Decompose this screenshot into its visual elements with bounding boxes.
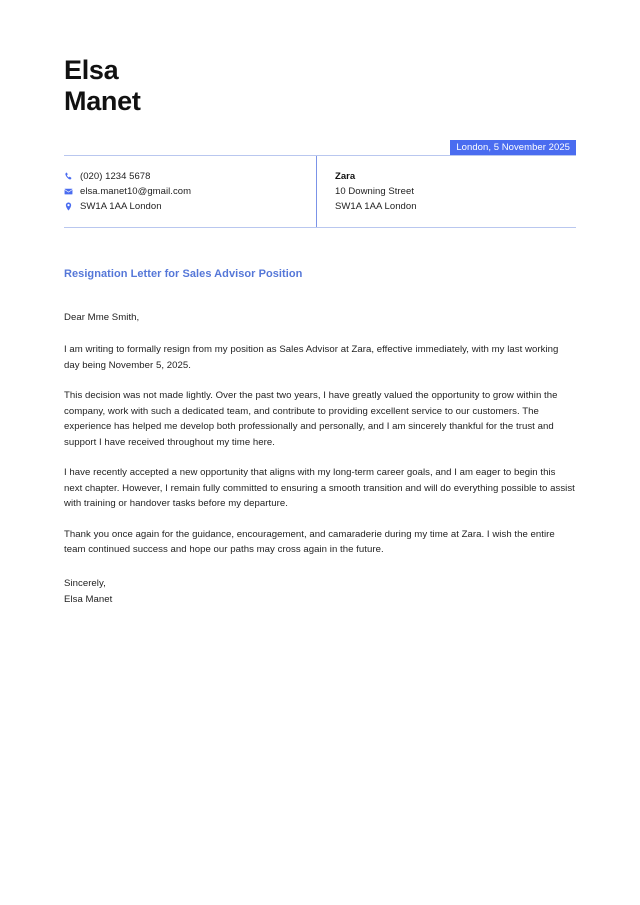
recipient-column: [317, 156, 576, 227]
letter-body: [64, 310, 576, 607]
contact-address-value: SW1A 1AA London: [80, 200, 162, 212]
date-row: [64, 140, 576, 155]
contact-address-row: [64, 199, 316, 214]
letterhead: [64, 0, 576, 118]
sender-contact-column: [64, 156, 317, 227]
recipient-company: Zara: [335, 170, 356, 182]
letter-paragraph: I have recently accepted a new opportunity that aligns with my long-term career goals, and I am eager to begin this next chapter. However, I remain fully committed to ensuring a smooth transition and will do everything possible to assist with training or handover tasks before my departure.: [64, 467, 575, 510]
date-badge: London, 5 November 2025: [450, 140, 576, 155]
sender-first-name: Elsa: [64, 55, 119, 85]
letter-salutation: Dear Mme Smith,: [64, 311, 140, 323]
recipient-city: SW1A 1AA London: [335, 200, 417, 212]
recipient-street: 10 Downing Street: [335, 185, 415, 197]
contact-recipient-block: [64, 155, 576, 228]
sender-last-name: Manet: [64, 86, 141, 117]
phone-icon: [64, 172, 80, 181]
letter-paragraph: Thank you once again for the guidance, encouragement, and camaraderie during my time at Zara. I wish the entire team continued success and hope our paths may cross again in the future.: [64, 528, 555, 556]
letter-subject: Resignation Letter for Sales Advisor Position: [64, 267, 303, 280]
sender-name: [64, 55, 576, 118]
letter-closing: Sincerely,: [64, 578, 106, 589]
contact-email-value: elsa.manet10@gmail.com: [80, 185, 192, 197]
letter-paragraph: This decision was not made lightly. Over the past two years, I have greatly valued the opportunity to grow within the company, work with such a dedicated team, and contribute to providing excellent service to our customers. The experience has helped me develop both professionally and personally, and I am sincerely thankful for the trust and support I have received throughout my time here.: [64, 390, 558, 448]
contact-phone-value: (020) 1234 5678: [80, 170, 151, 182]
contact-phone-row: [64, 169, 316, 184]
letter-paragraph: I am writing to formally resign from my position as Sales Advisor at Zara, effective immediately, with my last working day being November 5, 2025.: [64, 344, 559, 371]
letter-signature: Elsa Manet: [64, 593, 113, 605]
envelope-icon: [64, 187, 80, 196]
letter-signoff: [64, 576, 576, 607]
map-pin-icon: [64, 202, 80, 211]
contact-email-row: [64, 184, 316, 199]
